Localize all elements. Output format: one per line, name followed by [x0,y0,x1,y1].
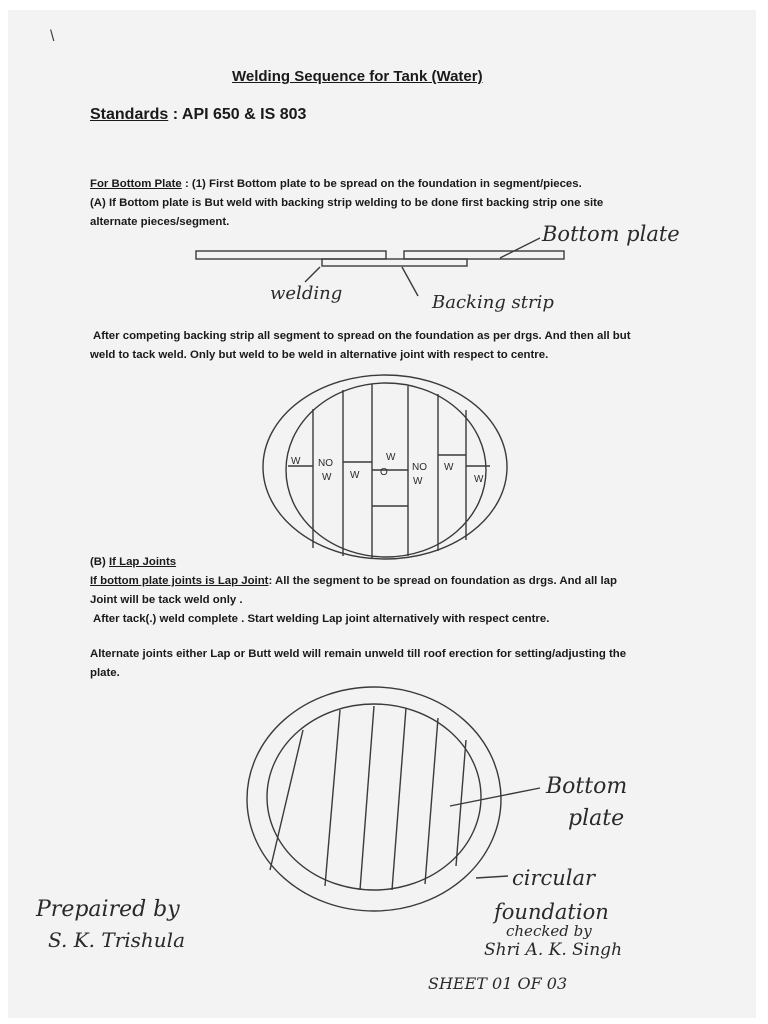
alternate-para-line1: Alternate joints either Lap or Butt weld will remain unweld till roof erection for setting/adjusting the [90,648,627,660]
checked-by-name: Shri A. K. Singh [484,940,623,960]
bottom-plate-para-line2: (A) If Bottom plate is But weld with backing strip welding to be done first backing strip one site [90,197,604,209]
alternate-para-line2: plate. [90,667,120,679]
weld-mark: W [291,456,301,467]
after-para-line2: weld to tack weld. Only but weld to be weld in alternative joint with respect to centre. [90,349,549,361]
lap-heading-prefix: (B) [90,556,109,568]
no-weld-mark: NO [318,458,333,469]
sheet-number: SHEET 01 OF 03 [428,974,568,993]
lap-heading: If Lap Joints [108,556,177,568]
prepared-by-name: S. K. Trishula [48,928,186,952]
weld-mark: W [386,452,396,463]
no-weld-mark: NO [412,462,427,473]
circular-foundation [247,687,501,911]
lap-joint-line [392,708,406,890]
corner-mark: \ [50,28,55,45]
lap-para-line3: After tack(.) weld complete . Start welding Lap joint alternatively with respect centre. [93,613,550,625]
bottom-plate-label: Bottom plate [542,222,680,246]
bottom-plate-text1: : (1) First Bottom plate to be spread on the foundation in segment/pieces. [184,178,582,190]
lap-joint-line [270,730,303,870]
after-para-line1: After competing backing strip all segment to spread on the foundation as per drgs. And then all but [93,330,631,342]
weld-mark: W [322,472,332,483]
foundation-label-2: foundation [494,900,609,924]
lap-joint-line [325,710,340,886]
foundation-pointer [476,876,508,878]
bottom-plate-label-1: Bottom [546,774,628,799]
standards-label: Standards [90,106,169,123]
bottom-plate-para-line3: alternate pieces/segment. [90,216,230,228]
lap-joint-line [360,706,374,890]
weld-mark: W [413,476,423,487]
bottom-plate-circle [267,704,481,890]
lap-para-line2: Joint will be tack weld only . [90,594,243,606]
document-title: Welding Sequence for Tank (Water) [232,68,483,85]
standards-value: : API 650 & IS 803 [172,106,307,123]
weld-mark: W [444,462,454,473]
lap-joint-line [425,718,438,884]
lap-text1: : All the segment to be spread on foundation as drgs. And all lap [268,575,617,587]
lap-subheading: If bottom plate joints is Lap Joint [90,575,269,587]
weld-mark: W [474,474,484,485]
weld-mark: W [350,470,360,481]
backing-strip-label: Backing strip [432,292,554,313]
bottom-plate-heading: For Bottom Plate [90,178,182,190]
prepared-by-label: Prepaired by [36,897,180,922]
bottom-plate-label-2: plate [568,806,625,831]
welding-label: welding [270,283,343,304]
foundation-label-1: circular [512,866,596,890]
checked-by-label: checked by [506,922,592,940]
bottom-plate-pointer [450,788,540,806]
centre-mark: O [380,467,388,478]
